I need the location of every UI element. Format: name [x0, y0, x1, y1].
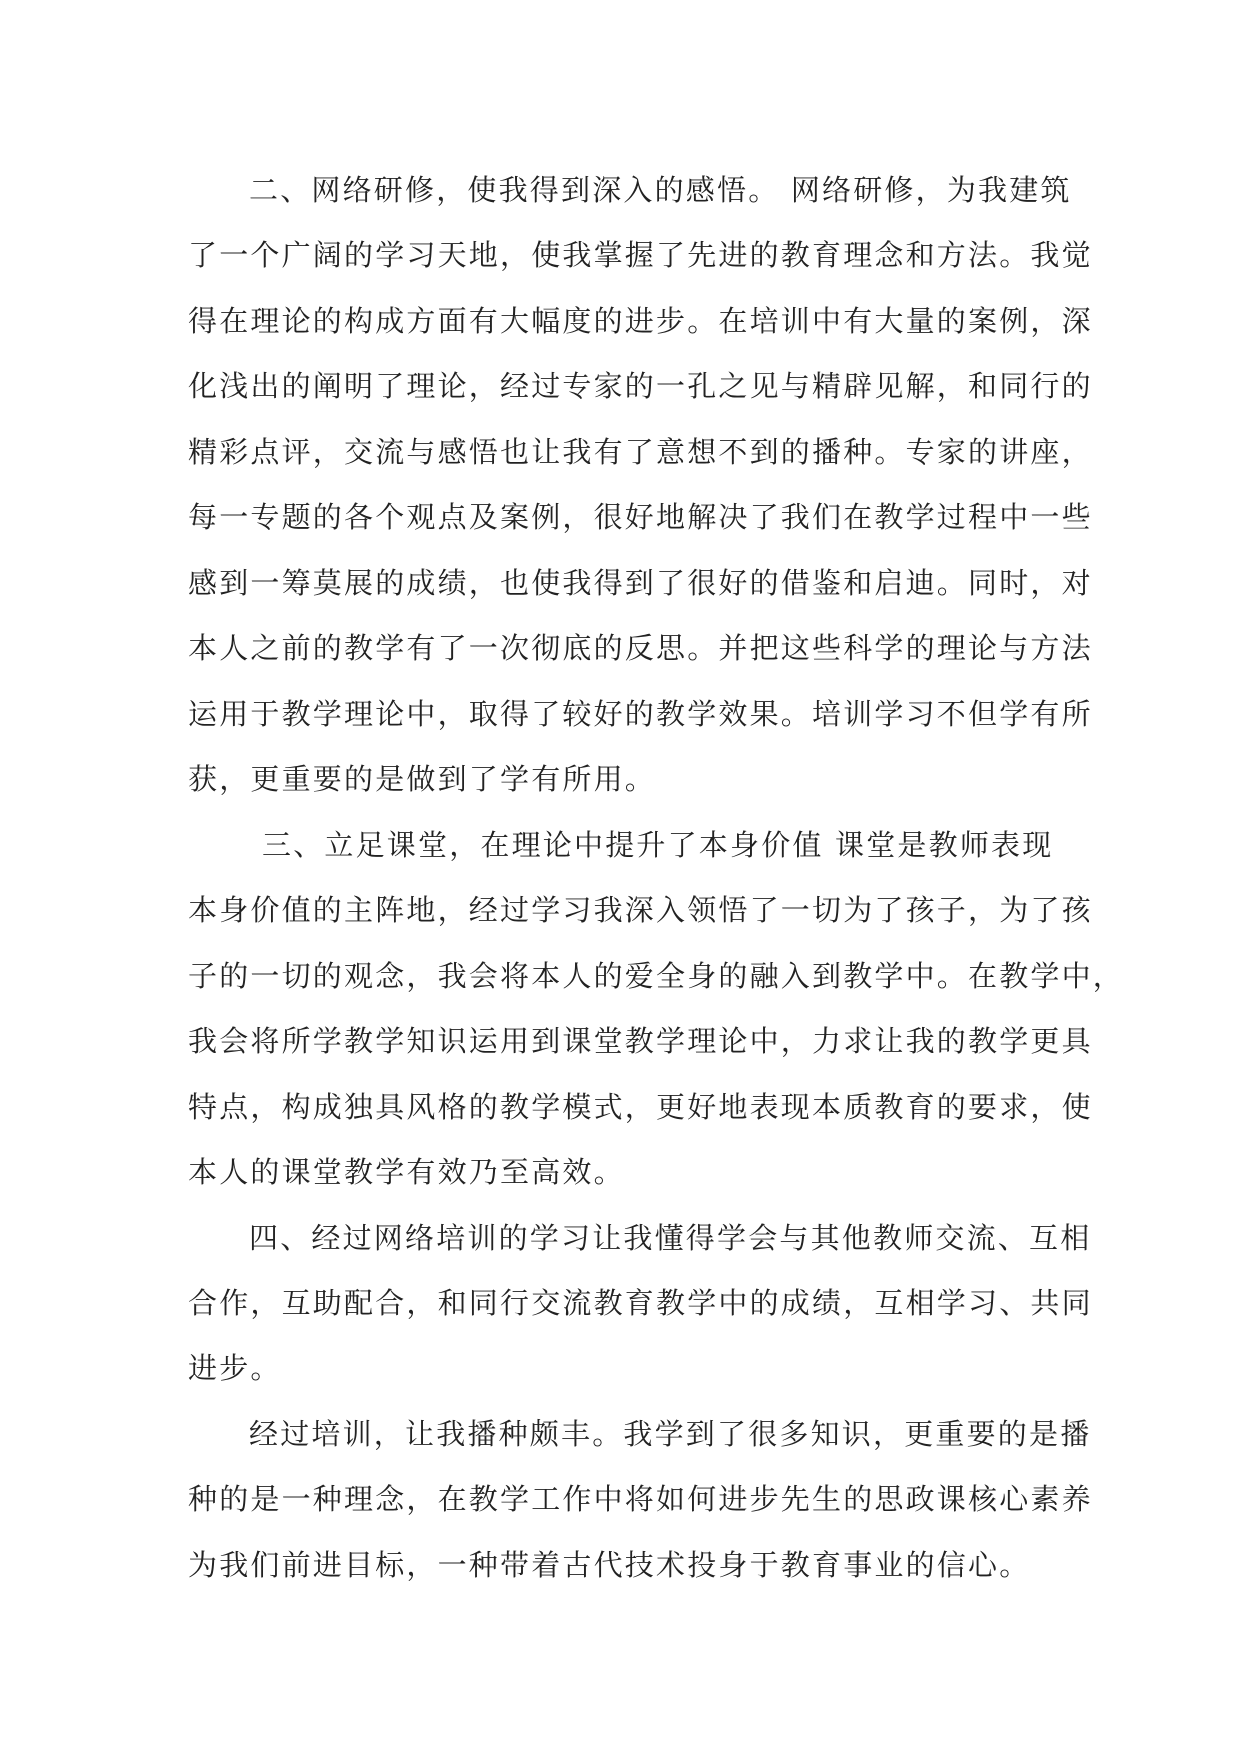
text-line: 我会将所学教学知识运用到课堂教学理论中，力求让我的教学更具	[188, 1024, 1093, 1058]
text-line: 精彩点评，交流与感悟也让我有了意想不到的播种。专家的讲座，	[188, 435, 1093, 469]
text-line: 运用于教学理论中，取得了较好的教学效果。培训学习不但学有所	[188, 697, 1093, 731]
text-line: 本身价值的主阵地，经过学习我深入领悟了一切为了孩子，为了孩	[188, 893, 1093, 927]
text-line: 种的是一种理念，在教学工作中将如何进步先生的思政课核心素养	[188, 1482, 1093, 1516]
text-line: 化浅出的阐明了理论，经过专家的一孔之见与精辟见解，和同行的	[188, 369, 1093, 403]
text-line: 为我们前进目标，一种带着古代技术投身于教育事业的信心。	[188, 1548, 1031, 1582]
text-line: 每一专题的各个观点及案例，很好地解决了我们在教学过程中一些	[188, 500, 1093, 534]
text-line: 进步。	[188, 1351, 282, 1385]
text-line: 得在理论的构成方面有大幅度的进步。在培训中有大量的案例，深	[188, 304, 1093, 338]
text-line: 二、网络研修，使我得到深入的感悟。 网络研修，为我建筑	[249, 173, 1072, 207]
text-line: 经过培训，让我播种颇丰。我学到了很多知识，更重要的是播	[249, 1417, 1092, 1451]
text-line: 合作，互助配合，和同行交流教育教学中的成绩，互相学习、共同	[188, 1286, 1093, 1320]
text-line: 本人之前的教学有了一次彻底的反思。并把这些科学的理论与方法	[188, 631, 1093, 665]
text-line: 感到一筹莫展的成绩，也使我得到了很好的借鉴和启迪。同时，对	[188, 566, 1093, 600]
text-line: 本人的课堂教学有效乃至高效。	[188, 1155, 625, 1189]
text-line: 了一个广阔的学习天地，使我掌握了先进的教育理念和方法。我觉	[188, 238, 1093, 272]
text-line: 三、立足课堂，在理论中提升了本身价值 课堂是教师表现	[262, 828, 1054, 862]
text-line: 子的一切的观念，我会将本人的爱全身的融入到教学中。在教学中，	[188, 959, 1125, 993]
text-line: 获，更重要的是做到了学有所用。	[188, 762, 657, 796]
text-line: 特点，构成独具风格的教学模式，更好地表现本质教育的要求，使	[188, 1090, 1093, 1124]
text-line: 四、经过网络培训的学习让我懂得学会与其他教师交流、互相	[249, 1221, 1092, 1255]
